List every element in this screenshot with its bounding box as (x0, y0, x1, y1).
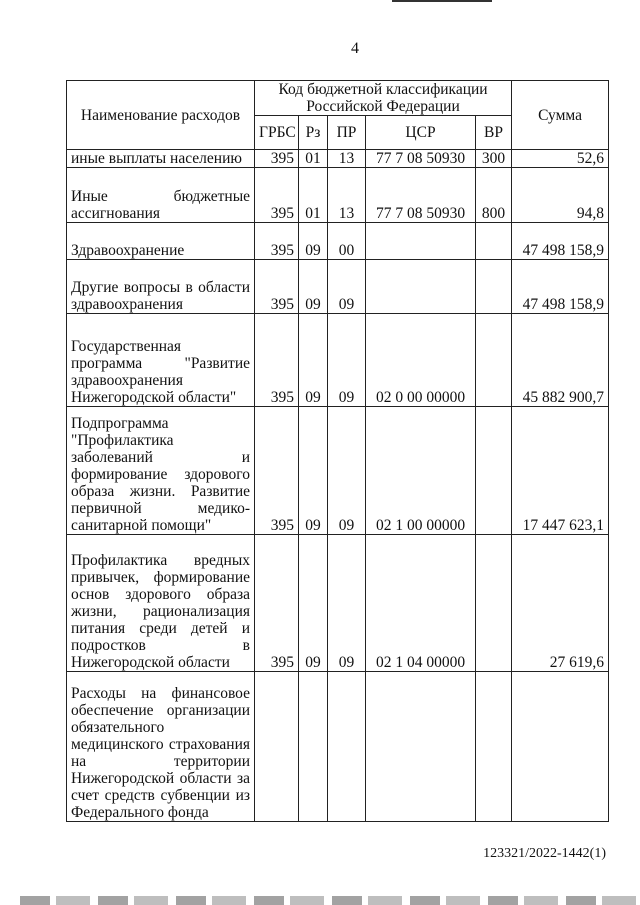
row-sum (512, 672, 609, 822)
row-vr (476, 314, 512, 407)
row-rz: 01 (299, 150, 328, 168)
row-sum: 45 882 900,7 (512, 314, 609, 407)
table-row (67, 407, 609, 535)
row-rz (299, 672, 328, 822)
row-grbs: 395 (255, 407, 299, 535)
row-pr: 09 (328, 407, 366, 535)
row-csr (366, 260, 476, 314)
row-name: Здравоохранение (67, 223, 255, 260)
header-grbs: ГРБС (255, 116, 299, 150)
table-row (67, 168, 609, 223)
row-vr (476, 260, 512, 314)
table-row (67, 223, 609, 260)
row-rz: 01 (299, 168, 328, 223)
row-grbs (255, 672, 299, 822)
row-sum: 47 498 158,9 (512, 260, 609, 314)
row-grbs: 395 (255, 535, 299, 672)
row-sum: 17 447 623,1 (512, 407, 609, 535)
header-csr: ЦСР (366, 116, 476, 150)
row-csr: 77 7 08 50930 (366, 168, 476, 223)
row-rz: 09 (299, 407, 328, 535)
row-name: Государственная программа "Развитие здравоохранения Нижегородской области" (67, 314, 255, 407)
document-id: 123321/2022-1442(1) (483, 846, 606, 861)
row-csr: 02 1 04 00000 (366, 535, 476, 672)
row-rz: 09 (299, 535, 328, 672)
row-pr: 09 (328, 314, 366, 407)
budget-table (66, 80, 609, 822)
table-row (67, 260, 609, 314)
row-grbs: 395 (255, 260, 299, 314)
row-name: иные выплаты населению (67, 150, 255, 168)
page-number: 4 (351, 40, 359, 57)
row-csr: 02 0 00 00000 (366, 314, 476, 407)
top-rule (392, 0, 492, 2)
row-name: Профилактика вредных привычек, формирование основ здорового образа жизни, рационализация питания среди детей и подростков в Нижегородской области (67, 535, 255, 672)
row-name: Подпрограмма "Профилактика заболеваний и формирование здорового образа жизни. Развитие первичной медико-санитарной помощи" (67, 407, 255, 535)
row-vr (476, 672, 512, 822)
row-csr: 77 7 08 50930 (366, 150, 476, 168)
header-vr: ВР (476, 116, 512, 150)
row-grbs: 395 (255, 150, 299, 168)
row-vr (476, 407, 512, 535)
row-pr: 13 (328, 150, 366, 168)
header-rz: Рз (299, 116, 328, 150)
row-rz: 09 (299, 223, 328, 260)
row-csr: 02 1 00 00000 (366, 407, 476, 535)
row-vr (476, 535, 512, 672)
header-sum: Сумма (512, 81, 609, 150)
scan-edge-strip (20, 896, 640, 905)
row-sum: 47 498 158,9 (512, 223, 609, 260)
row-vr (476, 223, 512, 260)
row-name: Другие вопросы в области здравоохранения (67, 260, 255, 314)
header-name: Наименование расходов (67, 81, 255, 150)
row-rz: 09 (299, 260, 328, 314)
row-pr: 09 (328, 260, 366, 314)
row-sum: 94,8 (512, 168, 609, 223)
row-grbs: 395 (255, 314, 299, 407)
row-sum: 27 619,6 (512, 535, 609, 672)
header-pr: ПР (328, 116, 366, 150)
row-sum: 52,6 (512, 150, 609, 168)
row-grbs: 395 (255, 168, 299, 223)
row-name: Иные бюджетные ассигнования (67, 168, 255, 223)
row-rz: 09 (299, 314, 328, 407)
row-vr: 800 (476, 168, 512, 223)
row-pr: 00 (328, 223, 366, 260)
row-name: Расходы на финансовое обеспечение организации обязательного медицинского страхования на территории Нижегородской области за счет средств субвенции из Федерального фонда (67, 672, 255, 822)
row-pr (328, 672, 366, 822)
table-row (67, 314, 609, 407)
row-csr (366, 672, 476, 822)
row-vr: 300 (476, 150, 512, 168)
row-grbs: 395 (255, 223, 299, 260)
header-kbk: Код бюджетной классификации Российской Федерации (255, 81, 512, 116)
table-row (67, 535, 609, 672)
row-csr (366, 223, 476, 260)
table-row (67, 672, 609, 822)
row-pr: 13 (328, 168, 366, 223)
table-row (67, 150, 609, 168)
row-pr: 09 (328, 535, 366, 672)
